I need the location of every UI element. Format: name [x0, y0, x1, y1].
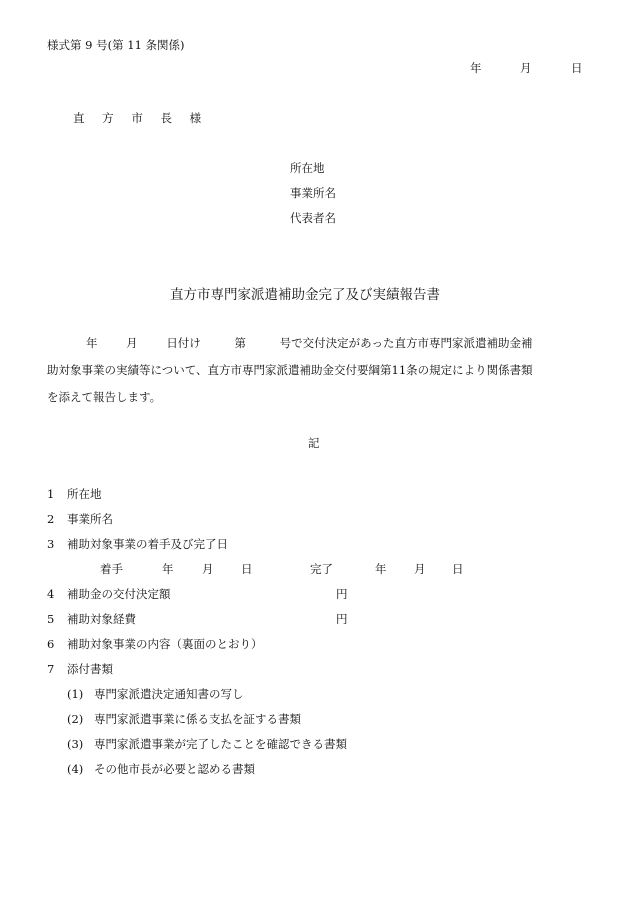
item-number: 7	[47, 662, 55, 676]
list-item	[47, 639, 263, 651]
addressee-char: 長	[160, 111, 172, 125]
list-item	[47, 514, 113, 526]
item-label: 補助対象経費	[67, 612, 136, 626]
expense-unit-yen: 円	[336, 612, 348, 626]
item-number: 3	[47, 537, 55, 551]
field-representative-label: 代表者名	[290, 211, 336, 225]
item-number: 6	[47, 637, 55, 651]
list-item	[47, 589, 171, 601]
attachment-number: (2)	[67, 712, 84, 726]
form-number: 様式第 9 号(第 11 条関係)	[47, 38, 185, 52]
attachment-label: 専門家派遣事業が完了したことを確認できる書類	[94, 737, 347, 751]
body-number-prefix: 第	[234, 336, 246, 350]
body-line-1-text: 号で交付決定があった直方市専門家派遣補助金補	[279, 336, 533, 350]
body-paragraph	[47, 330, 587, 411]
item-number: 5	[47, 612, 55, 626]
list-item	[47, 489, 102, 501]
attachment-label: 専門家派遣決定通知書の写し	[94, 687, 244, 701]
item-label: 補助対象事業の着手及び完了日	[67, 537, 228, 551]
ki-heading: 記	[308, 436, 320, 450]
item-number: 2	[47, 512, 55, 526]
addressee-char: 直	[73, 111, 85, 125]
field-business-name-label: 事業所名	[290, 186, 336, 200]
addressee-char: 様	[189, 111, 202, 125]
body-line-3: を添えて報告します。	[47, 390, 162, 404]
attachment-item	[67, 739, 347, 751]
field-address-label: 所在地	[290, 161, 325, 175]
schedule-start-label: 着手	[100, 562, 123, 576]
list-item	[47, 614, 136, 626]
body-month: 月	[126, 336, 138, 350]
item-label: 補助対象事業の内容（裏面のとおり）	[67, 637, 263, 651]
date-year: 年	[470, 61, 482, 75]
document-title: 直方市専門家派遣補助金完了及び実績報告書	[170, 287, 440, 303]
item-label: 事業所名	[67, 512, 113, 526]
date-month: 月	[520, 61, 532, 75]
body-line-1	[47, 330, 587, 357]
attachment-number: (1)	[67, 687, 84, 701]
attachment-item	[67, 764, 255, 776]
date-day: 日	[571, 61, 583, 75]
body-date-suffix: 日付け	[166, 336, 201, 350]
list-item	[47, 539, 228, 551]
schedule-end-year: 年	[375, 562, 387, 576]
schedule-end-month: 月	[414, 562, 426, 576]
attachment-item	[67, 714, 301, 726]
body-line-2: 助対象事業の実績等について、直方市専門家派遣補助金交付要綱第11条の規定により関係書類	[47, 363, 533, 377]
attachment-label: 専門家派遣事業に係る支払を証する書類	[94, 712, 301, 726]
schedule-start-day: 日	[241, 562, 253, 576]
attachment-number: (4)	[67, 762, 84, 776]
attachment-label: その他市長が必要と認める書類	[94, 762, 255, 776]
item-label: 所在地	[67, 487, 102, 501]
schedule-start-year: 年	[162, 562, 174, 576]
addressee-char: 市	[131, 111, 143, 125]
body-year: 年	[86, 336, 98, 350]
schedule-start-month: 月	[202, 562, 214, 576]
schedule-end-day: 日	[452, 562, 464, 576]
item-label: 添付書類	[67, 662, 113, 676]
item-number: 4	[47, 587, 55, 601]
attachment-number: (3)	[67, 737, 84, 751]
schedule-end-label: 完了	[310, 562, 333, 576]
item-number: 1	[47, 487, 55, 501]
amount-unit-yen: 円	[336, 587, 348, 601]
addressee	[73, 113, 201, 125]
item-label: 補助金の交付決定額	[67, 587, 171, 601]
list-item	[47, 664, 113, 676]
addressee-char: 方	[102, 111, 114, 125]
attachment-item	[67, 689, 244, 701]
